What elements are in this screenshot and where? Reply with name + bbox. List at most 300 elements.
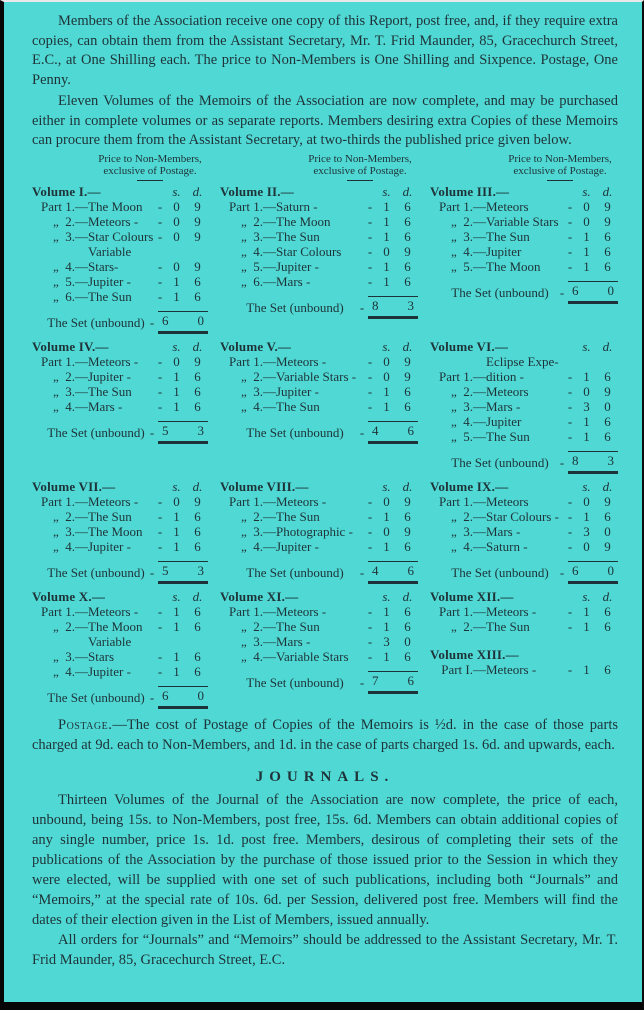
set-pence: 0 (197, 687, 204, 703)
price-shillings: 0 (583, 538, 590, 554)
price-shillings: 1 (173, 618, 180, 634)
dash: - (367, 273, 373, 289)
price-units (376, 339, 418, 354)
unit-shillings: s. (172, 588, 181, 604)
part-number: „ 2.— (240, 618, 276, 634)
set-row (32, 561, 208, 580)
dash: - (367, 633, 373, 649)
part-row (220, 259, 418, 274)
part-row (220, 494, 418, 509)
set-shillings: 8 (572, 452, 579, 468)
part-row (430, 662, 618, 677)
part-row (32, 199, 208, 214)
part-number: „ 2.— (240, 368, 276, 384)
part-row (430, 414, 618, 429)
dash: - (567, 508, 573, 524)
dash: - (157, 523, 163, 539)
price-pence: 6 (404, 273, 411, 289)
price-pence: 6 (404, 228, 411, 244)
volumes-grid (32, 184, 618, 705)
volume-title: Volume II.— (220, 183, 294, 199)
unit-shillings: s. (382, 338, 391, 354)
part-number: „ 4.— (52, 538, 88, 554)
part-row (32, 399, 208, 414)
part-row (430, 354, 618, 384)
volume-header (430, 184, 618, 199)
price-shillings: 1 (383, 648, 390, 664)
part-number: „ 2.— (450, 383, 486, 399)
part-row (220, 649, 418, 664)
dash: - (567, 603, 573, 619)
price-shillings: 1 (383, 383, 390, 399)
set-label: The Set (unbound) (246, 424, 344, 440)
part-name: Star Colours (276, 243, 342, 259)
volume-cell (220, 589, 418, 705)
set-row (220, 421, 418, 440)
volume-header (32, 479, 208, 494)
price-units (576, 589, 618, 604)
part-number: Part 1.— (229, 353, 276, 369)
volume-block (430, 647, 618, 677)
unit-shillings: s. (382, 588, 391, 604)
dash: - (157, 493, 163, 509)
price-units (576, 184, 618, 199)
set-shillings: 4 (372, 562, 379, 578)
price-shillings: 0 (173, 228, 180, 244)
price-shillings: 0 (383, 523, 390, 539)
price-shillings: 0 (173, 493, 180, 509)
price-header: Price to Non-Members, exclusive of Postage. (306, 153, 414, 181)
set-shillings: 5 (162, 562, 169, 578)
set-price (158, 311, 208, 334)
dash: - (567, 198, 573, 214)
part-name: Jupiter - (276, 538, 319, 554)
dash: - (149, 564, 155, 580)
price-pence: 6 (604, 228, 611, 244)
set-label: The Set (unbound) (47, 564, 145, 580)
dash: - (367, 648, 373, 664)
volume-block (220, 479, 418, 580)
price-pence: 6 (604, 508, 611, 524)
dash: - (567, 243, 573, 259)
set-row (32, 311, 208, 330)
dash: - (367, 353, 373, 369)
price-pence: 6 (404, 648, 411, 664)
price-shillings: 1 (383, 273, 390, 289)
price-pence: 9 (604, 213, 611, 229)
set-pence: 0 (607, 282, 614, 298)
price-pence: 6 (604, 243, 611, 259)
volume-cell (220, 339, 418, 470)
volume-cell (32, 479, 208, 580)
unit-shillings: s. (582, 588, 591, 604)
unit-pence: d. (402, 588, 413, 604)
part-number: Part 1.— (439, 603, 486, 619)
dash: - (367, 213, 373, 229)
part-name: The Sun (276, 508, 320, 524)
price-pence: 6 (404, 258, 411, 274)
part-number: „ 4.— (240, 243, 276, 259)
volume-block (430, 184, 618, 300)
set-label: The Set (unbound) (47, 314, 145, 330)
volume-title: Volume XI.— (220, 588, 299, 604)
part-row (220, 354, 418, 369)
dash: - (567, 428, 573, 444)
price-pence: 6 (194, 398, 201, 414)
part-number: „ 6.— (52, 288, 88, 304)
part-number: „ 3.— (240, 383, 276, 399)
dash: - (157, 198, 163, 214)
price-shillings: 1 (173, 538, 180, 554)
volume-header (430, 339, 618, 354)
part-number: „ 2.— (240, 213, 276, 229)
part-row (430, 539, 618, 554)
volume-header (220, 184, 418, 199)
part-row (220, 214, 418, 229)
price-pence: 9 (604, 493, 611, 509)
part-row (220, 384, 418, 399)
price-pence: 6 (404, 398, 411, 414)
intro-paragraph-2: Eleven Volumes of the Memoirs of the Association are now complete, and may be purchased either in complete volumes or as separate reports. Members desiring extra Copies of these Memoirs can procure them from the Assistant Secretary, at two-thirds the published price given below. (32, 93, 618, 148)
price-pence: 6 (604, 428, 611, 444)
volume-block (430, 339, 618, 470)
volume-block (32, 479, 208, 580)
part-number: Part 1.— (229, 493, 276, 509)
part-name: Meteors - (88, 353, 139, 369)
unit-pence: d. (192, 338, 203, 354)
price-shillings: 1 (383, 228, 390, 244)
volume-header (430, 647, 618, 662)
postage-lead: Postage. (58, 716, 113, 733)
volume-cell (430, 589, 618, 705)
set-row (220, 296, 418, 315)
unit-pence: d. (192, 478, 203, 494)
dash: - (367, 508, 373, 524)
dash: - (367, 258, 373, 274)
part-row (32, 244, 208, 274)
dash: - (367, 523, 373, 539)
part-number: „ 2.— (240, 508, 276, 524)
part-number: „ 3.— (450, 523, 486, 539)
part-row (430, 509, 618, 524)
dash: - (157, 383, 163, 399)
volume-block (32, 589, 208, 705)
set-pence: 0 (197, 312, 204, 328)
volume-header (220, 339, 418, 354)
part-name: Jupiter - (88, 273, 131, 289)
part-row (430, 429, 618, 444)
price-shillings: 0 (383, 368, 390, 384)
part-number: „ 2.— (52, 508, 88, 524)
postage-paragraph (32, 715, 618, 755)
dash: - (149, 424, 155, 440)
set-price (368, 561, 418, 584)
unit-pence: d. (402, 338, 413, 354)
part-name: Mars - (486, 523, 521, 539)
part-row (430, 619, 618, 634)
price-pence: 9 (404, 243, 411, 259)
price-shillings: 3 (583, 523, 590, 539)
dash: - (567, 228, 573, 244)
part-number: „ 4.— (240, 538, 276, 554)
unit-shillings: s. (172, 478, 181, 494)
dash: - (567, 618, 573, 634)
price-pence: 0 (604, 398, 611, 414)
price-shillings: 1 (173, 648, 180, 664)
dash: - (157, 273, 163, 289)
dash: - (359, 564, 365, 580)
volume-title: Volume VII.— (32, 478, 116, 494)
part-row (220, 524, 418, 539)
price-pence: 9 (404, 353, 411, 369)
part-number: „ 3.— (240, 228, 276, 244)
dash: - (367, 228, 373, 244)
set-pence: 6 (407, 672, 414, 688)
price-pence: 6 (404, 198, 411, 214)
volume-cell (220, 184, 418, 330)
price-pence: 6 (404, 603, 411, 619)
price-pence: 9 (604, 538, 611, 554)
part-name: The Moon (486, 258, 541, 274)
part-name: The Sun (276, 618, 320, 634)
part-row (430, 494, 618, 509)
volume-cell (430, 184, 618, 330)
set-row (430, 281, 618, 300)
part-number: „ 2.— (450, 618, 486, 634)
volume-header (220, 479, 418, 494)
price-units (166, 589, 208, 604)
part-name: The Moon (88, 523, 143, 539)
part-name: The Moon (88, 198, 143, 214)
price-pence: 6 (404, 508, 411, 524)
price-shillings: 1 (173, 663, 180, 679)
price-shillings: 1 (583, 618, 590, 634)
price-pence: 6 (604, 603, 611, 619)
part-name: The Sun (486, 228, 530, 244)
dash: - (367, 493, 373, 509)
price-shillings: 1 (173, 523, 180, 539)
dash: - (157, 288, 163, 304)
dash: - (367, 538, 373, 554)
part-number: Part 1.— (41, 493, 88, 509)
price-pence: 6 (404, 538, 411, 554)
price-shillings: 0 (173, 258, 180, 274)
set-label: The Set (unbound) (451, 454, 549, 470)
price-shillings: 1 (383, 398, 390, 414)
price-pence: 6 (194, 368, 201, 384)
volume-cell (32, 589, 208, 705)
part-name: Saturn - (276, 198, 318, 214)
dash: - (157, 228, 163, 244)
set-shillings: 6 (162, 687, 169, 703)
part-name: Meteors - (88, 213, 139, 229)
journals-heading: JOURNALS. (255, 769, 395, 785)
set-pence: 3 (197, 562, 204, 578)
part-name: Jupiter (486, 413, 522, 429)
part-name: Variable Stars (276, 648, 349, 664)
price-pence: 9 (604, 383, 611, 399)
part-row (32, 494, 208, 509)
part-number: „ 3.— (52, 228, 88, 244)
part-name: Star Colours - (486, 508, 559, 524)
set-label: The Set (unbound) (451, 564, 549, 580)
volume-title: Volume X.— (32, 588, 106, 604)
price-pence: 6 (194, 273, 201, 289)
journals-paragraph-1: Thirteen Volumes of the Journal of the Association are now complete, the price of each, unbound, being 15s. to Non-Members, post free, 15s. 6d. Members can obtain additional copies of any single number, price 1s. 1d. post free. Members, desirous of completing their sets of the publications of the Association by the purchase of those issued prior to the Session in which they were elected, will be supplied with one set of such publications, including both “Journals” and “Memoirs,” at the special rate of 10s. 6d. per Session, delivered post free. Members will find the dates of their election given in the List of Members, issued annually. (32, 792, 618, 928)
volume-title: Volume III.— (430, 183, 510, 199)
dash: - (367, 383, 373, 399)
price-shillings: 1 (173, 273, 180, 289)
set-price (568, 451, 618, 474)
part-number: „ 3.— (52, 523, 88, 539)
volume-title: Volume VIII.— (220, 478, 309, 494)
price-shillings: 3 (583, 398, 590, 414)
part-row (430, 199, 618, 214)
part-name: The Moon (88, 618, 143, 634)
price-shillings: 0 (383, 243, 390, 259)
part-row (32, 354, 208, 369)
unit-shillings: s. (172, 338, 181, 354)
set-price (368, 671, 418, 694)
part-row (220, 244, 418, 259)
header-rule (347, 180, 373, 181)
price-pence: 6 (604, 618, 611, 634)
part-row (32, 539, 208, 554)
part-name: Meteors - (486, 661, 537, 677)
price-units (166, 339, 208, 354)
set-price (568, 281, 618, 304)
set-shillings: 7 (372, 672, 379, 688)
price-shillings: 1 (173, 398, 180, 414)
part-row (430, 399, 618, 414)
price-units (376, 479, 418, 494)
part-name: Jupiter - (88, 368, 131, 384)
price-shillings: 1 (173, 288, 180, 304)
unit-pence: d. (602, 183, 613, 199)
price-shillings: 1 (583, 428, 590, 444)
dash: - (559, 454, 565, 470)
price-shillings: 0 (383, 353, 390, 369)
volume-title: Volume V.— (220, 338, 292, 354)
dash: - (157, 258, 163, 274)
part-name: Meteors - (486, 603, 537, 619)
price-shillings: 1 (383, 603, 390, 619)
dash: - (157, 663, 163, 679)
price-pence: 6 (194, 603, 201, 619)
price-shillings: 0 (173, 353, 180, 369)
set-label: The Set (unbound) (47, 424, 145, 440)
price-pence: 6 (404, 618, 411, 634)
part-row (220, 539, 418, 554)
part-row (32, 369, 208, 384)
dash: - (567, 383, 573, 399)
part-number: „ 5.— (450, 428, 486, 444)
price-pence: 6 (194, 508, 201, 524)
volume-block (430, 589, 618, 634)
header-rule (547, 180, 573, 181)
part-row (220, 399, 418, 414)
part-row (430, 604, 618, 619)
set-label: The Set (unbound) (47, 689, 145, 705)
part-name: Mars - (88, 398, 123, 414)
dash: - (157, 353, 163, 369)
dash: - (567, 661, 573, 677)
part-name: Jupiter (486, 243, 522, 259)
set-price (158, 686, 208, 709)
part-row (220, 369, 418, 384)
set-shillings: 5 (162, 422, 169, 438)
price-shillings: 1 (583, 603, 590, 619)
set-price (568, 561, 618, 584)
part-number: „ 2.— (52, 213, 88, 229)
price-header: Price to Non-Members, exclusive of Postage. (96, 153, 204, 181)
part-number: Part 1.— (41, 353, 88, 369)
part-number: Part 1.— (439, 493, 486, 509)
intro-paragraph-1: Members of the Association receive one copy of this Report, post free, and, if they require extra copies, can obtain them from the Assistant Secretary, Mr. T. Frid Maunder, 85, Gracechurch Street, E.C., at One Shilling each. The price to Non-Members is One Shilling and Sixpence. Postage, One Penny. (32, 13, 618, 88)
part-name: Meteors (486, 198, 529, 214)
volume-cell (32, 339, 208, 470)
dash: - (157, 508, 163, 524)
set-label: The Set (unbound) (246, 674, 344, 690)
volume-title: Volume XIII.— (430, 646, 519, 662)
set-pence: 3 (197, 422, 204, 438)
price-shillings: 0 (583, 198, 590, 214)
unit-pence: d. (602, 588, 613, 604)
set-row (430, 561, 618, 580)
unit-shillings: s. (172, 183, 181, 199)
price-units (166, 184, 208, 199)
dash: - (359, 299, 365, 315)
price-pence: 6 (194, 288, 201, 304)
price-pence: 6 (604, 413, 611, 429)
part-number: Part 1.— (439, 368, 486, 384)
part-number: Part I.— (441, 661, 486, 677)
part-name: The Sun (88, 383, 132, 399)
price-pence: 0 (404, 633, 411, 649)
part-name: Variable Stars (486, 213, 559, 229)
volume-block (220, 339, 418, 440)
price-shillings: 1 (383, 618, 390, 634)
volume-block (220, 184, 418, 315)
unit-shillings: s. (582, 478, 591, 494)
price-shillings: 1 (583, 368, 590, 384)
dash: - (157, 538, 163, 554)
dash: - (367, 368, 373, 384)
price-shillings: 0 (383, 493, 390, 509)
part-number: „ 3.— (52, 383, 88, 399)
part-name: Jupiter - (88, 663, 131, 679)
part-name: Jupiter - (88, 538, 131, 554)
set-label: The Set (unbound) (451, 284, 549, 300)
dash: - (567, 493, 573, 509)
part-name: Jupiter - (276, 258, 319, 274)
volume-title: Volume XII.— (430, 588, 514, 604)
price-pence: 9 (194, 213, 201, 229)
part-number: „ 3.— (240, 523, 276, 539)
part-name: Meteors - (276, 353, 327, 369)
unit-pence: d. (192, 588, 203, 604)
set-pence: 6 (407, 562, 414, 578)
part-row (32, 524, 208, 539)
part-number: Part 1.— (229, 198, 276, 214)
part-name: The Sun (486, 428, 530, 444)
set-row (220, 671, 418, 690)
price-units (376, 184, 418, 199)
unit-pence: d. (192, 183, 203, 199)
price-units (576, 479, 618, 494)
price-units (376, 589, 418, 604)
price-shillings: 0 (173, 198, 180, 214)
